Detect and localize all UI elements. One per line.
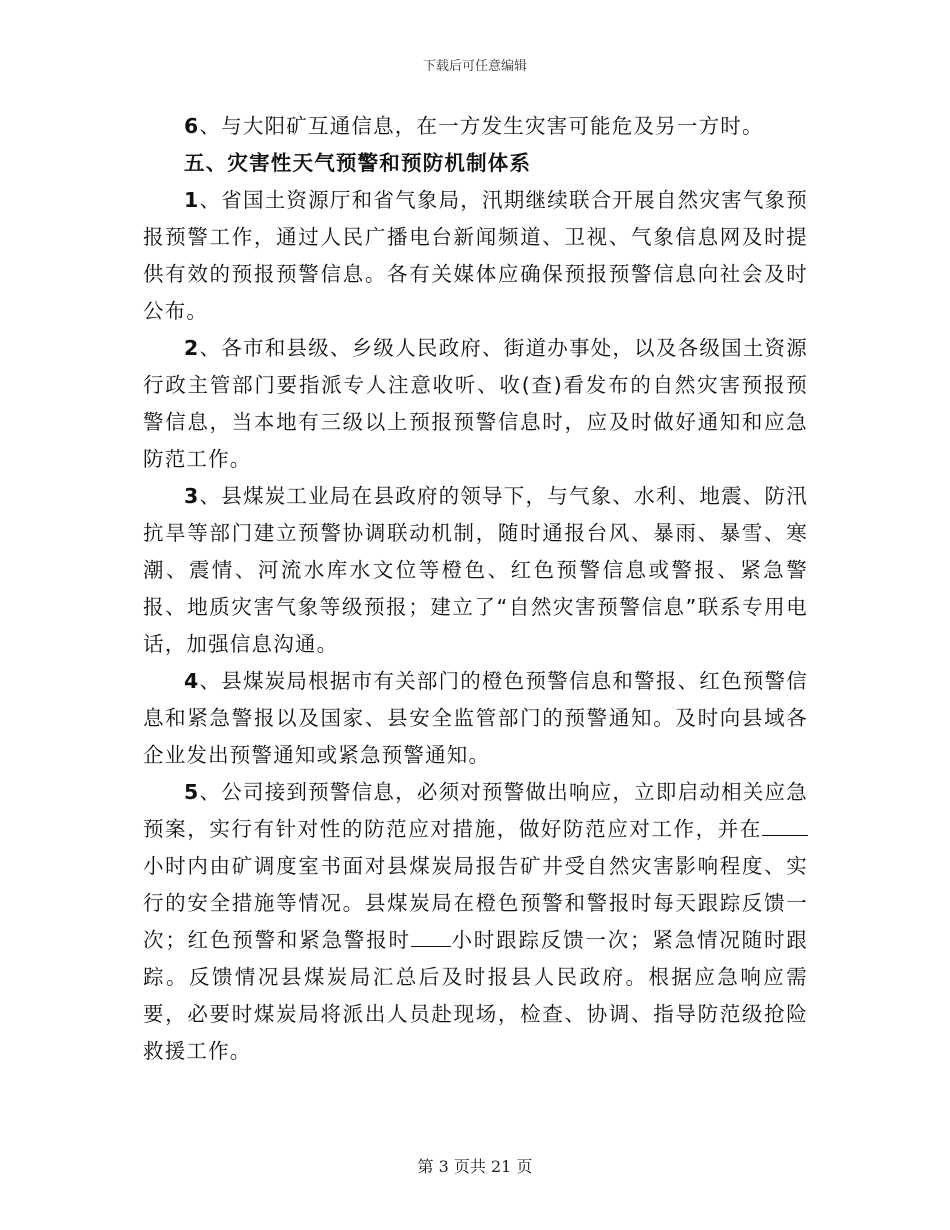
fill-in-blank: [762, 815, 808, 836]
section-heading: 五、灾害性天气预警和预防机制体系: [184, 151, 532, 175]
item-text-part3: 小时跟踪反馈一次；紧急情况随时跟踪。反馈情况县煤炭局汇总后及时报县人民政府。根据应急响应需要，必要时煤炭局将派出人员赴现场，检查、协调、指导防范级抢险救援工作。: [143, 928, 808, 1063]
item-text: 、与大阳矿互通信息，在一方发生灾害可能危及另一方时。: [199, 114, 764, 138]
item-text: 、县煤炭局根据市有关部门的橙色预警信息和警报、红色预警信息和紧急警报以及国家、县安全监管部门的预警通知。及时向县域各企业发出预警通知或紧急预警通知。: [143, 669, 808, 767]
document-body: [143, 108, 808, 1070]
page-header-note: 下载后可任意编辑: [422, 59, 527, 74]
item-number: 1: [184, 188, 200, 212]
fill-in-blank: [411, 926, 451, 947]
item-number: 4: [184, 669, 200, 693]
paragraph-item-4: [143, 663, 808, 774]
paragraph-item-2: [143, 330, 808, 478]
item-number: 2: [184, 336, 200, 360]
item-number: 5: [184, 780, 200, 804]
item-text: 、县煤炭工业局在县政府的领导下，与气象、水利、地震、防汛抗旱等部门建立预警协调联动机制，随时通报台风、暴雨、暴雪、寒潮、震情、河流水库水文位等橙色、红色预警信息或警报、紧急警报、地质灾害气象等级预报；建立了“自然灾害预警信息”联系专用电话，加强信息沟通。: [143, 484, 808, 656]
paragraph-item-1: [143, 182, 808, 330]
item-number: 6: [184, 114, 200, 138]
item-number: 3: [184, 484, 200, 508]
item-text-part1: 、公司接到预警信息，必须对预警做出响应，立即启动相关应急预案，实行有针对性的防范应对措施，做好防范应对工作，并在: [143, 780, 808, 841]
item-text-part2: 小时内由矿调度室书面对县煤炭局报告矿井受自然灾害影响程度、实行的安全措施等情况。县煤炭局在橙色预警和警报时每天跟踪反馈一次；红色预警和紧急警报时: [143, 854, 808, 952]
paragraph-item-3: [143, 478, 808, 663]
page-footer: 第 3 页共 21 页: [417, 1157, 533, 1176]
paragraph-item-5: [143, 774, 808, 1070]
paragraph-item-6: [143, 108, 808, 145]
item-text: 、各市和县级、乡级人民政府、街道办事处，以及各级国土资源行政主管部门要指派专人注意收听、收(查)看发布的自然灾害预报预警信息，当本地有三级以上预报预警信息时，应及时做好通知和应急防范工作。: [143, 336, 808, 471]
item-text: 、省国土资源厅和省气象局，汛期继续联合开展自然灾害气象预报预警工作，通过人民广播电台新闻频道、卫视、气象信息网及时提供有效的预报预警信息。各有关媒体应确保预报预警信息向社会及时公布。: [143, 188, 808, 323]
